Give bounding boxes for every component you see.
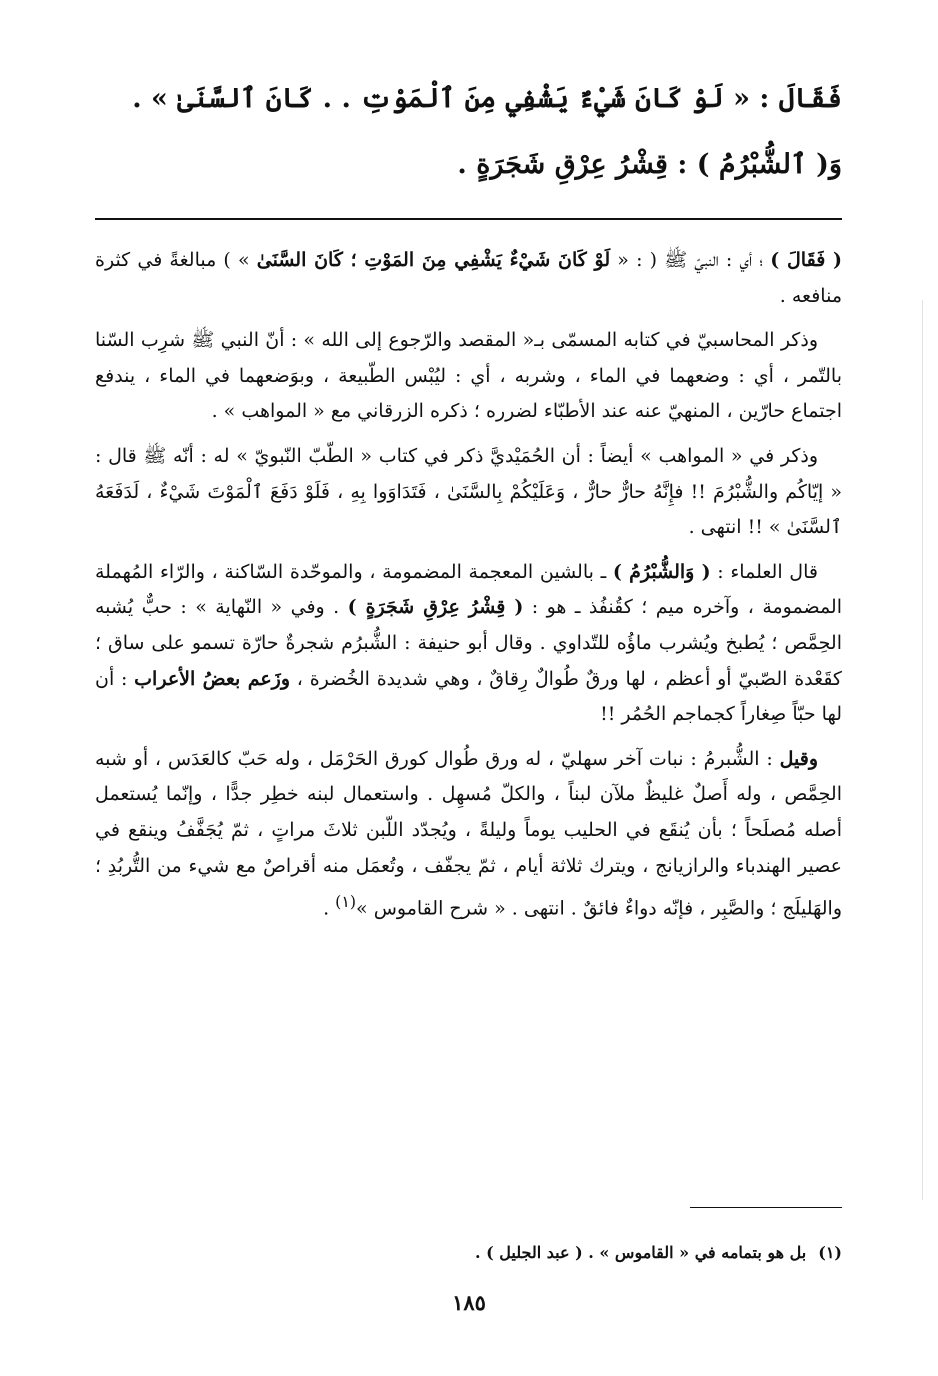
quoted-phrase: ( قِشْرُ عِرْقِ شَجَرَةٍ ): [347, 596, 524, 619]
footnote-rule: [690, 1207, 842, 1208]
paragraph-text: قال العلماء :: [710, 560, 818, 583]
page-number: ١٨٥: [452, 1290, 486, 1315]
paragraph-text: . وفي « النّهاية » : حبٌّ يُشبه الحِمَّص ؛ يُطبخ ويُشرب ماؤُه للتّداوي . وقال أبو حنيفة : الشُّبرُم شجرةٌ حارّة تسمو على ساق ؛ كقَعْدة الصّبيّ أو أعظم ، لها ورقٌ طُوالٌ رِقاقٌ ، وهي شديدة الخُضرة ،: [95, 596, 842, 690]
paragraph-text: » ) مبالغةً في كثرة منافعه .: [95, 249, 842, 307]
commentary-paragraph-1: [95, 243, 842, 314]
main-text: [90, 66, 842, 198]
commentary-paragraph-4: [95, 555, 842, 733]
paragraph-text: : أن لها حبّاً صِغاراً كجماجم الحُمُر !!: [95, 667, 842, 726]
quoted-word: ( فَقَالَ ): [770, 249, 842, 271]
quoted-hadith: لَوْ كَانَ شَيْءٌ يَشْفِي مِنَ المَوْتِ ؛ كَانَ السَّنَىٰ: [256, 249, 611, 271]
emphasized-word: وقيل: [779, 747, 818, 770]
footnote: [95, 1240, 842, 1266]
commentary-paragraph-2: وذكر المحاسبيّ في كتابه المسمّى بـ« المقصد والرّجوع إلى الله » : أنّ النبي ﷺ شرِب السّنا بالتّمر ، أي : وضعهما في الماء ، وشربه ، أي : ليُبْس الطّبيعة ، وبوَضعهما في الماء ، يندفع اجتماع حارّين ، المنهيّ عنه عند الأطبّاء لضرره ؛ ذكره الزرقاني مع « المواهب » .: [95, 329, 842, 423]
scan-margin-line: [922, 300, 923, 1200]
footnote-number: (١): [818, 1243, 842, 1262]
footnote-text: بل هو بتمامه في « القاموس » . ( عبد الجليل ) .: [474, 1243, 807, 1262]
paragraph-text: ؛ أي : النبيّ ﷺ ( : «: [610, 249, 771, 271]
commentary-paragraph-3: وذكر في « المواهب » أيضاً : أن الحُمَيْديَّ ذكر في كتاب « الطّبّ النّبويّ » له : أنّه ﷺ قال : « إيّاكُم والشُّبْرُمَ !! فإِنَّهُ حارٌّ حارٌّ ، وَعَلَيْكُمْ بِالسَّنَىٰ ، فَتَدَاوَوا بِهِ ، فَلَوْ دَفَعَ ٱلْمَوْتَ شَيْءٌ ، لَدَفَعَهُ ٱلسَّنَىٰ » !! انتهى .: [95, 444, 842, 539]
commentary-text: [95, 243, 842, 936]
paragraph-text: : الشُّبرمُ : نبات آخر سهليّ ، له ورق طُوال كورق الحَرْمَل ، وله حَبّ كالعَدَس ، أو شبه الحِمَّص ، وله أَصلٌ غليظٌ ملآن لبناً ، والكلّ مُسهِل . واستعمال لبنه خطِر جدًّا ، وإنّما يُستعمل أصله مُصلَحاً ؛ بأن يُنقَع في الحليب يوماً وليلةً ، ويُجدّد اللّبن ثلاثَ مراتٍ ، ثمّ يُجَفَّفُ وينقع في عصير الهندباء والرازيانج ، ويترك ثلاثة أيام ، ثمّ يجفّف ، وتُعمَل منه أقراصٌ مع شيء من التُّربُدِ ؛ والهَليلَج ؛ والصَّبِر ، فإنّه دواءٌ فائقٌ . انتهى . « شرح القاموس »: [95, 747, 842, 920]
paragraph-text: .: [323, 897, 336, 920]
emphasized-phrase: وزَعم بعضُ الأعراب: [134, 667, 291, 690]
main-text-line-1: فَقَالَ : « لَوْ كَانَ شَيْءٌ يَشْفِي مِنَ ٱلْمَوْتِ . . كَانَ ٱلسَّنَىٰ » .: [132, 83, 842, 114]
commentary-paragraph-5: [95, 742, 842, 927]
quoted-word: ( وَالشُّبْرُمُ ): [612, 560, 711, 583]
separator-rule: [95, 218, 842, 220]
paragraph-text: ـ بالشين المعجمة المضمومة ، والموحّدة السّاكنة ، والرّاء المُهملة المضمومة ، وآخره ميم ؛ كقُنفُذ ـ هو :: [95, 560, 843, 619]
main-text-line-2: وَ( ٱلشُّبْرُمُ ) : قِشْرُ عِرْقِ شَجَرَةٍ .: [457, 149, 842, 180]
footnote-reference: (١): [335, 892, 357, 912]
